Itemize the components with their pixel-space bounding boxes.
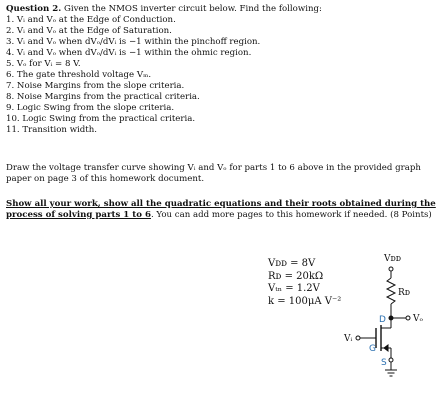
source-node — [389, 358, 393, 362]
list-item: 10. Logic Swing from the practical criteria. — [6, 114, 196, 124]
vdd-label: Vᴅᴅ — [384, 254, 402, 264]
list-item: 7. Noise Margins from the slope criteria. — [6, 81, 185, 91]
vo-label: Vₒ — [413, 314, 423, 324]
circuit-parameters — [268, 258, 341, 308]
vo-terminal — [406, 316, 410, 320]
drain-label: D — [379, 315, 386, 325]
vdd-node — [389, 267, 393, 271]
show-work-line2 — [6, 210, 432, 220]
show-work-bold-1: Show all your work, show all the quadratic equations and their roots obtained during the — [6, 199, 436, 209]
rd-resistor — [387, 278, 395, 304]
show-work-line1 — [6, 199, 436, 209]
vi-terminal — [356, 336, 360, 340]
draw-paragraph-line1: Draw the voltage transfer curve showing Vᵢ and Vₒ for parts 1 to 6 above in the provided graph — [6, 163, 421, 173]
param-k: k = 100μA V⁻² — [268, 295, 342, 307]
list-item: 6. The gate threshold voltage Vₘ. — [6, 70, 152, 80]
list-item: 2. Vᵢ and Vₒ at the Edge of Saturation. — [6, 26, 172, 36]
nmos-inverter-schematic — [340, 252, 440, 402]
vi-label: Vᵢ — [344, 334, 353, 344]
source-arrow — [384, 345, 388, 351]
show-work-bold-2: process of solving parts 1 to 6 — [6, 210, 151, 220]
list-item: 1. Vᵢ and Vₒ at the Edge of Conduction. — [6, 15, 176, 25]
gate-label: G — [369, 344, 376, 354]
param-rd: Rᴅ = 20kΩ — [268, 270, 324, 282]
source-label: S — [381, 358, 387, 368]
question-intro: Given the NMOS inverter circuit below. Find the following: — [61, 4, 322, 14]
rd-label: Rᴅ — [398, 288, 411, 298]
question-heading: Question 2. — [6, 4, 62, 14]
param-vdd: Vᴅᴅ = 8V — [268, 258, 316, 269]
list-item: 3. Vᵢ and Vₒ when dVₒ/dVᵢ is −1 within the pinchoff region. — [6, 37, 261, 47]
list-item: 8. Noise Margins from the practical criteria. — [6, 92, 200, 102]
list-item: 5. Vₒ for Vᵢ = 8 V. — [6, 59, 81, 69]
list-item: 11. Transition width. — [6, 125, 98, 135]
param-vtn: Vₜₙ = 1.2V — [268, 283, 320, 294]
list-item: 9. Logic Swing from the slope criteria. — [6, 103, 175, 113]
list-item: 4. Vᵢ and Vₒ when dVₒ/dVᵢ is −1 within the ohmic region. — [6, 48, 252, 58]
question-title — [6, 4, 322, 14]
draw-paragraph-line2: paper on page 3 of this homework document. — [6, 174, 205, 184]
show-work-rest: . You can add more pages to this homework if needed. (8 Points) — [150, 210, 432, 220]
